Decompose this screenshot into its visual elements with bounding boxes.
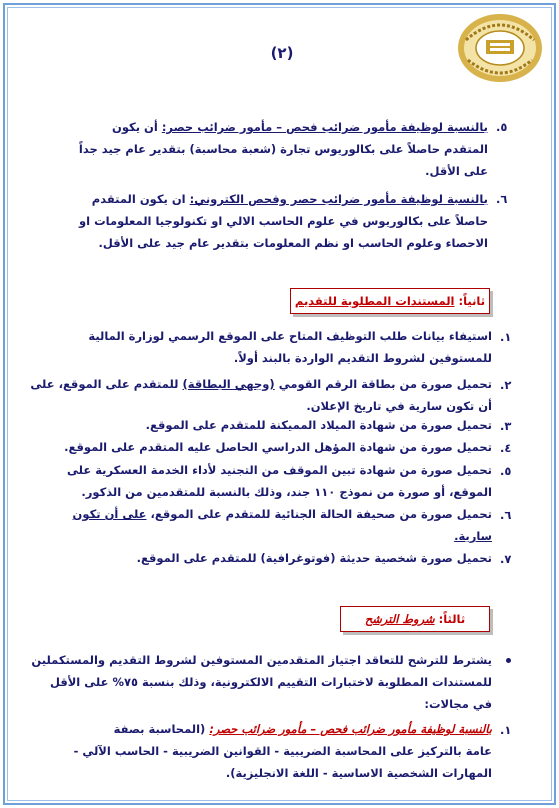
item-text: على الأقل. [425,164,488,178]
document-item-2 [30,373,492,417]
document-item-7 [60,547,492,569]
candidacy-item-1 [60,718,492,784]
item-number: .١ [500,723,512,737]
paragraph-text: يشترط للترشح للتعاقد اجتياز المتقدمين المستوفين لشروط التقديم والمستكملين [31,653,492,667]
item-text-underlined: على أن تكون [72,507,147,521]
item-text: تحميل صورة من شهادة المؤهل الدراسي الحاصل عليه المتقدم على الموقع. [64,440,492,454]
item-text: تحميل صورة من شهادة تبين الموقف من التجنيد لأداء الخدمة العسكرية على [67,463,492,477]
item-text: المهارات الشخصية الاساسية - اللغة الانجليزية). [225,766,492,780]
bullet-icon [506,658,511,663]
page-number: (٢) [270,44,294,62]
item-text: المتقدم حاصلاً على بكالوريوس تجارة (شعبة محاسبة) بتقدير عام جيد جداً [78,142,488,156]
document-item-5 [60,459,492,503]
section-heading-documents [290,288,490,314]
item-number: .٧ [500,552,512,566]
item-text: أن تكون سارية في تاريخ الإعلان. [306,399,492,413]
document-item-6 [60,503,492,547]
item-text: أن يكون [112,120,158,134]
item-number: .٥ [500,464,512,478]
heading-prefix: ثانياً: [458,294,486,308]
heading-title: شروط الترشح [364,612,435,626]
item-text: تحميل صورة من صحيفة الحالة الجنائية للمتقدم على الموقع، [150,507,492,521]
item-title: بالنسبة لوظيفة مأمور ضرائب حصر وفحص الكتروني: [189,192,488,206]
item-text: ان يكون المتقدم [91,192,186,206]
heading-prefix: ثالثاً: [438,612,466,626]
item-text-underlined: (وجهي البطاقة) [182,377,275,391]
item-number: .٣ [500,419,512,433]
item-text: تحميل صورة شخصية حديثة (فوتوغرافية) للمتقدم على الموقع. [136,551,492,565]
item-text: استيفاء بيانات طلب التوظيف المتاح على الموقع الرسمي لوزارة المالية [88,329,492,343]
item-title: بالنسبة لوظيفة مأمور ضرائب فحص – مأمور ضرائب حصر: [209,722,492,736]
qualification-item-5 [60,116,488,182]
item-number: .٢ [500,378,512,392]
qualification-item-6 [60,188,488,254]
item-number: .٥ [496,120,508,134]
item-number: .٦ [500,508,512,522]
item-text: تحميل صورة من بطاقة الرقم القومي [278,377,492,391]
section-heading-candidacy [340,606,490,632]
item-text: الموقع، أو صورة من نموذج ١١٠ جند، وذلك بالنسبة للمتقدمين من الذكور. [81,485,492,499]
item-text: (المحاسبة بصفة [113,722,206,736]
item-number: .٦ [496,192,508,206]
document-item-4 [60,436,492,458]
item-text: الاحصاء وعلوم الحاسب او نظم المعلومات بتقدير عام جيد على الأقل. [98,236,488,250]
item-text: تحميل صورة من شهادة الميلاد المميكنة للمتقدم على الموقع. [145,418,492,432]
paragraph-text: للمستندات المطلوبة لاختبارات التقييم الالكترونية، وذلك بنسبة ٧٥% على الأقل [49,675,492,689]
item-number: .١ [500,330,512,344]
item-title: بالنسبة لوظيفة مأمور ضرائب فحص – مأمور ضرائب حصر: [161,120,488,134]
item-text: عامة بالتركيز على المحاسبة الضريبية - القوانين الضريبية - الحاسب الآلي - [73,744,492,758]
item-text-underlined: سارية. [454,529,492,543]
item-text: حاصلاً على بكالوريوس في علوم الحاسب الالي او تكنولوجيا المعلومات او [79,214,488,228]
document-item-3 [60,414,492,436]
item-number: .٤ [500,441,512,455]
document-item-1 [60,325,492,369]
heading-title: المستندات المطلوبة للتقديم [294,294,455,308]
paragraph-text: في مجالات: [424,697,492,711]
item-text: للمستوفين لشروط التقديم الواردة بالبند أولاً. [233,351,492,365]
ministry-seal-icon [456,12,544,84]
candidacy-paragraph [31,649,492,715]
item-text: للمتقدم على الموقع، على [30,377,179,391]
